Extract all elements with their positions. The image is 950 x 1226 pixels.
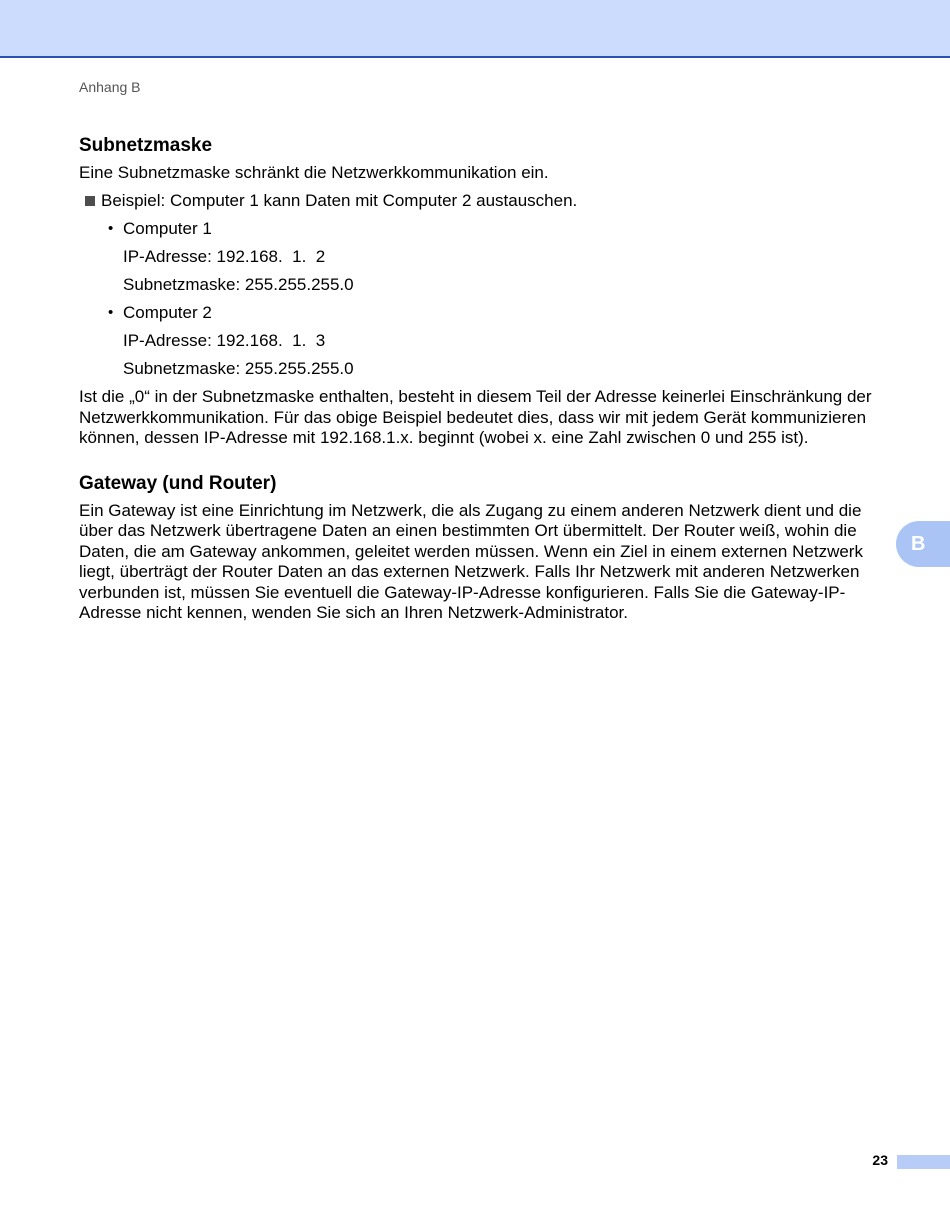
page-top-band <box>0 0 950 58</box>
square-bullet-icon <box>85 196 95 206</box>
gateway-body: Ein Gateway ist eine Einrichtung im Netzwerk, die als Zugang zu einem anderen Netzwerk dient und die über das Netzwerk übertragene Daten an einen bestimmten Ort übermittelt. Der Router weiß, wohin die Daten, die am Gateway ankommen, geleitet werden müssen. Wenn ein Ziel in einem externen Netzwerk liegt, überträgt der Router Daten an das externen Netzwerk. Falls Ihr Netzwerk mit anderen Netzwerken verbunden ist, müssen Sie eventuell die Gateway-IP-Adresse konfigurieren. Falls Sie die Gateway-IP-Adresse nicht kennen, wenden Sie sich an Ihren Netzwerk-Administrator. <box>79 500 863 622</box>
bullet-dot-icon: • <box>108 220 114 237</box>
running-header: Anhang B <box>79 79 141 95</box>
page-number-bar <box>897 1155 950 1169</box>
page-number: 23 <box>872 1152 888 1168</box>
bullet-dot-icon: • <box>108 304 114 321</box>
gateway-heading: Gateway (und Router) <box>79 472 277 494</box>
computer-1-item <box>79 215 889 243</box>
example-list-item <box>79 187 889 215</box>
computer-2-item <box>79 299 889 327</box>
computer-2-name: Computer 2 <box>123 303 212 322</box>
computer-2-mask: Subnetzmaske: 255.255.255.0 <box>123 359 354 378</box>
example-text: Beispiel: Computer 1 kann Daten mit Computer 2 austauschen. <box>101 191 578 210</box>
computer-1-mask: Subnetzmaske: 255.255.255.0 <box>123 275 354 294</box>
computer-2-ip: IP-Adresse: 192.168. 1. 3 <box>123 331 326 350</box>
chapter-tab: B <box>896 521 950 567</box>
subnet-heading: Subnetzmaske <box>79 135 213 156</box>
subnet-explanation: Ist die „0“ in der Subnetzmaske enthalten, besteht in diesem Teil der Adresse keinerlei Einschränkung der Netzwerkkommunikation. Für das obige Beispiel bedeutet dies, dass wir mit jedem Gerät kommunizieren können, dessen IP-Adresse mit 192.168.1.x. beginnt (wobei x. eine Zahl zwischen 0 und 255 ist). <box>79 387 872 447</box>
subnet-intro: Eine Subnetzmaske schränkt die Netzwerkkommunikation ein. <box>79 163 549 182</box>
page-content <box>79 133 889 624</box>
computer-1-ip: IP-Adresse: 192.168. 1. 2 <box>123 247 326 266</box>
computer-1-name: Computer 1 <box>123 219 212 238</box>
